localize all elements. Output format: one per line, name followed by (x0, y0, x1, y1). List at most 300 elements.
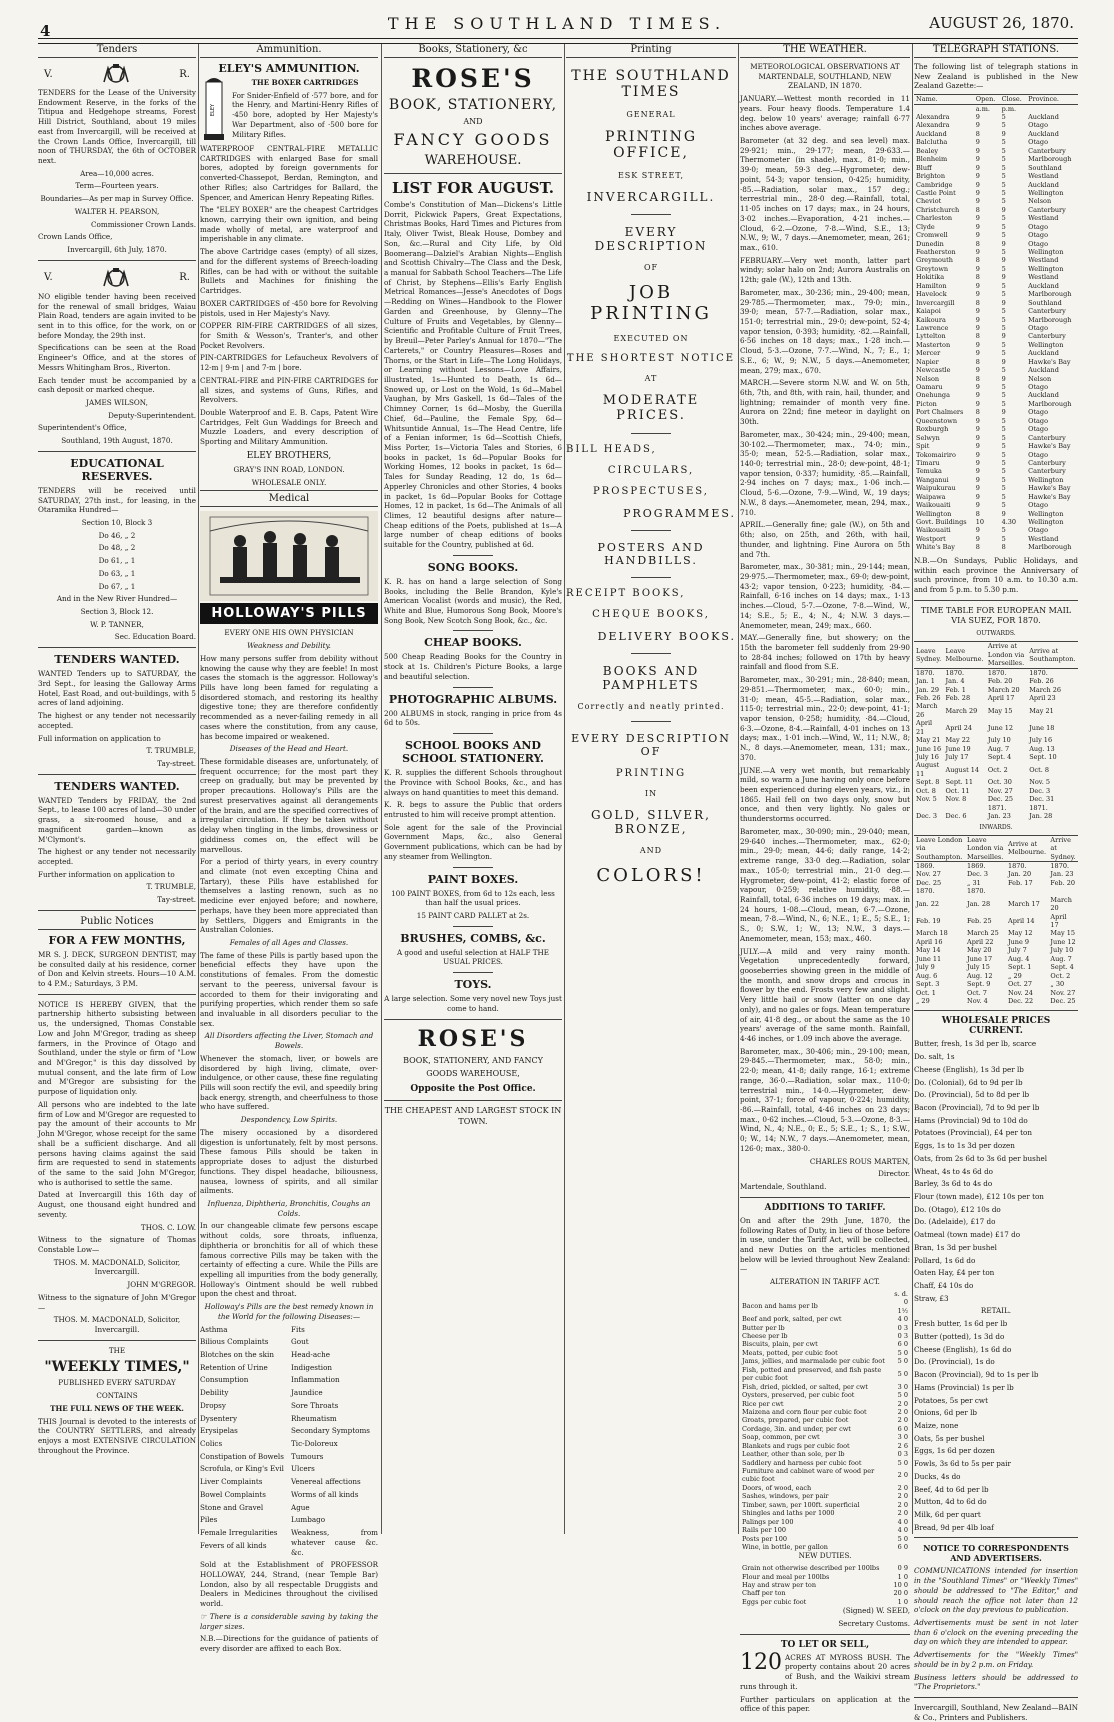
disease-item: Venereal affections (291, 1477, 361, 1487)
table-cell: Jan. 28 (1029, 812, 1053, 821)
table-cell: Dec. 31 (1029, 795, 1055, 804)
table-cell: Feb. 25 (967, 916, 992, 925)
sold-text: Sold at the Establishment of PROFESSOR HOLLOWAY, 244, Strand, (near Temple Bar) London, also by all respectable Druggists and Dealers in Medicines throughout the civilised world. (200, 1560, 378, 1609)
subhead: Holloway's Pills are the best remedy known in the World for the following Diseases:— (204, 1302, 374, 1321)
table-cell: Posts per 100 (742, 1534, 787, 1543)
tender-text: Further information on application to (38, 869, 175, 879)
table-cell: Southland (1028, 163, 1062, 172)
table-cell: 9 (975, 197, 980, 206)
table-cell: Port Chalmers (916, 408, 964, 417)
ad-heading: TO LET OR SELL, (780, 1639, 870, 1650)
table-cell: 1869. (967, 861, 986, 870)
nb-text: N.B.—Directions for the guidance of patients of every disorder are affixed to each Box. (200, 1634, 378, 1653)
table-cell: Feb. 1 (945, 685, 966, 694)
table-row (914, 451, 1078, 459)
table-cell: July 16 (916, 753, 939, 762)
table-cell: 4 0 (897, 1526, 908, 1535)
printing-line: EVERY DESCRIPTION (594, 225, 708, 253)
weekly-title: "WEEKLY TIMES," (44, 1359, 190, 1376)
table-cell: 5 (1001, 442, 1006, 451)
table-cell: 2 0 (897, 1399, 908, 1408)
table-cell: Waikouaiti (916, 501, 951, 510)
table-cell: 5 (1001, 467, 1006, 476)
table-header-row (914, 642, 1078, 668)
table-cell: May 21 (916, 736, 941, 745)
table-cell: 3 0 (897, 1382, 908, 1391)
table-row (914, 946, 1078, 954)
boxer-450-text: BOXER CARTRIDGES of ·450 bore for Revolving pistols, used in Her Majesty's Navy. (200, 298, 378, 318)
table-cell: 9 (975, 155, 980, 164)
table-row (914, 324, 1078, 332)
table-cell: Biscuits, plain, per cwt (742, 1340, 818, 1349)
table-cell: Timber, sawn, per 100ft. superficial (742, 1500, 860, 1509)
engraving-illustration (200, 511, 378, 601)
inwards-table (914, 835, 1078, 1006)
body-text: For a period of thirty years, in every country and climate (not even excepting China and Tartary), these Pills have established for themselves a lasting renown, such as no medicine ever enjoyed before; and nowhere, perhaps, have they been more appreciated than by Settlers, Diggers and Emigrants in the Australian Colonies. (200, 857, 378, 935)
table-cell: 9 (975, 315, 980, 324)
table-cell: 9 (975, 323, 980, 332)
table-cell: Sept. 11 (945, 778, 973, 787)
tender-text: WANTED Tenders up to SATURDAY, the 3rd Sept., for leasing the Galloway Arms Hotel, East Road, and out-buildings, with 5 acres of land adjoining. (38, 669, 196, 708)
table-cell: 9 (975, 188, 980, 197)
printing-line: CIRCULARS, (607, 465, 695, 476)
table-cell: 1870. (945, 668, 965, 677)
table-cell: 5 (1001, 425, 1006, 434)
printing-line: THE SHORTEST NOTICE (566, 353, 736, 364)
table-row (914, 147, 1078, 155)
bridge-tender: NO eligible tender having been received for the renewal of small bridges, Waiau Plain Road, tenders are again invited to be sent in to this office, for the work, on or before Monday, the 29th inst. (38, 291, 196, 340)
table-cell: Hawke's Bay (1028, 492, 1071, 501)
table-cell: 5 0 (897, 1534, 908, 1543)
table-cell: 9 (975, 248, 980, 257)
table-cell: Spit (916, 442, 930, 451)
table-cell: 10 0 (893, 1580, 908, 1589)
weather-month: JANUARY.—Wettest month recorded in 11 years. Four heavy floods. Temperature 1.4 deg. below 10 years' average; rainfall 6·77 inches above average. (740, 94, 910, 133)
printing-line: OF (643, 263, 659, 272)
table-cell: 2 0 (897, 1500, 908, 1509)
table-cell: May 12 (1008, 929, 1033, 938)
table-cell: Nov. 27 (987, 786, 1013, 795)
table-cell: 8 (975, 332, 980, 341)
table-row (914, 938, 1078, 946)
body-text: A large selection. Some very novel new Toys just come to hand. (384, 994, 562, 1013)
page-number: 4 (40, 22, 51, 40)
ad-heading: CHEAP BOOKS. (424, 636, 522, 650)
table-cell: 9 (975, 138, 980, 147)
table-cell: Jan. 23 (1050, 870, 1074, 879)
price-item: Barley, 3s 6d to 4s do (914, 1179, 993, 1189)
table-cell: Feb. 20 (987, 677, 1013, 686)
tariff-table (740, 1290, 910, 1552)
printing-line: GOLD, SILVER, BRONZE, (591, 808, 711, 836)
table-row (914, 518, 1078, 526)
office-date: Southland, 19th August, 1870. (61, 436, 173, 446)
table-cell: Aug. 6 (916, 971, 938, 980)
table-row (914, 484, 1078, 492)
table-cell: Jan. 20 (1008, 870, 1032, 879)
table-cell: April 22 (967, 937, 994, 946)
table-cell: Oct. 27 (1008, 980, 1033, 989)
table-cell: 9 (975, 475, 980, 484)
table-cell: April 14 (1008, 916, 1035, 925)
table-cell: 0 3 (897, 1450, 908, 1459)
price-item: Butter, fresh, 1s 3d per lb, scarce (914, 1039, 1037, 1049)
table-cell: 9 (1001, 205, 1006, 214)
section-header: Books, Stationery, &c (384, 44, 562, 58)
new-duties-table (740, 1564, 910, 1606)
to-let-text (740, 1649, 910, 1692)
inwards-heading: INWARDS. (979, 823, 1013, 831)
table-row (740, 1290, 910, 1298)
roses-sub: BOOK, STATIONERY, AND FANCY (403, 1055, 543, 1065)
table-cell: 5 (1001, 138, 1006, 147)
central-text: CENTRAL-FIRE and PIN-FIRE CARTRIDGES for all sizes, and systems of Guns, Rifles, and Revolvers. (200, 375, 378, 405)
price-item: Oaten Hay, £4 per ton (914, 1268, 995, 1278)
table-row (914, 963, 1078, 971)
table-cell: 5 (1001, 433, 1006, 442)
table-cell: 5 0 (897, 1391, 908, 1400)
table-cell: 9 (975, 416, 980, 425)
table-row (914, 812, 1078, 820)
table-cell: Bealey (916, 146, 939, 155)
roses-title: ROSE'S (411, 64, 535, 93)
table-cell: July 10 (987, 736, 1011, 745)
correspondents-text: Business letters should be addressed to "The Proprietors." (914, 1672, 1078, 1692)
table-cell: „ 30 (1050, 980, 1065, 989)
table-cell: Nov. 24 (1008, 988, 1033, 997)
table-cell: Sept. 9 (967, 980, 991, 989)
table-cell: March 29 (945, 706, 978, 715)
table-cell (914, 104, 974, 113)
table-cell: 9 (975, 526, 980, 535)
ad-heading: WHOLESALE PRICES CURRENT. (941, 1016, 1051, 1037)
table-cell: Hay and straw per ton (742, 1580, 817, 1589)
table-cell: May 20 (967, 946, 992, 955)
table-row (914, 442, 1078, 450)
table-row (914, 510, 1078, 518)
table-cell: Dec. 3 (916, 812, 937, 821)
table-cell: Dec. 25 (1050, 996, 1076, 1005)
table-cell: 8 (975, 129, 980, 138)
printing-line: INVERCARGILL. (586, 190, 716, 204)
table-header-row (914, 861, 1078, 870)
table-cell: June 12 (1050, 937, 1076, 946)
table-cell: Furniture and cabinet ware of wood per cubic foot (742, 1467, 875, 1484)
table-cell: Cheviot (916, 197, 942, 206)
table-row (914, 248, 1078, 256)
table-cell: Wellington (916, 509, 952, 518)
table-cell: Otago (1028, 450, 1048, 459)
table-cell: 5 (1001, 366, 1006, 375)
table-cell: Waipawa (916, 492, 946, 501)
signer-name: T. TRUMBLE, (146, 882, 196, 892)
table-cell: Sept. 8 (916, 778, 940, 787)
table-row (914, 256, 1078, 264)
table-cell: 9 (1001, 332, 1006, 341)
table-cell: Feb. 17 (1008, 878, 1033, 887)
table-cell: 9 (975, 121, 980, 130)
table-cell: Groats, prepared, per cubic foot (742, 1416, 849, 1425)
disease-item: Worms of all kinds (291, 1489, 359, 1499)
table-cell: 0 3 (897, 1332, 908, 1340)
table-cell: 5 (1001, 383, 1006, 392)
table-cell: Jan. 1 (916, 677, 935, 686)
table-cell: Sept. 3 (916, 980, 940, 989)
table-row (914, 677, 1078, 685)
tender-text: The highest or any tender not necessarily accepted. (38, 711, 196, 730)
section-line: Do 61, „ 1 (98, 556, 136, 566)
subhead: Despondency, Low Spirits. (240, 1115, 338, 1125)
ad-heading: FOR A FEW MONTHS, (48, 933, 186, 947)
tariff-subhead: NEW DUTIES. (798, 1551, 852, 1561)
bridge-deposit: Each tender must be accompanied by a cash deposit or marked cheque. (38, 375, 196, 395)
table-cell: Mercer (916, 349, 941, 358)
table-cell: 1870. (967, 887, 986, 896)
correspondents-text: COMMUNICATIONS intended for insertion in the "Southland Times" or "Weekly Times" should be addressed to "The Editor," and should reach the office not later than 12 o'clock on the day previous to publication. (914, 1566, 1078, 1615)
table-row (740, 1366, 910, 1383)
table-cell: Canterbury (1028, 146, 1066, 155)
table-cell: 5 (1001, 391, 1006, 400)
table-row (914, 366, 1078, 374)
printing-line: GENERAL (626, 110, 676, 119)
table-row (914, 189, 1078, 197)
price-item: Mutton, 4d to 6d do (914, 1497, 987, 1507)
table-cell: April 16 (916, 937, 943, 946)
table-cell (1026, 104, 1078, 113)
table-cell: Palings per 100 (742, 1517, 794, 1526)
table-row (914, 197, 1078, 205)
edu-text: TENDERS will be received until SATURDAY, 27th inst., for leasing, in the Otaramika Hundred— (38, 485, 196, 515)
printing-colors: COLORS! (596, 865, 706, 886)
table-cell: Dunedin (916, 239, 944, 248)
svg-text:ELEY: ELEY (210, 103, 216, 117)
table-cell: 0 3 (897, 1323, 908, 1332)
table-row (740, 1298, 910, 1315)
printing-line: Correctly and neatly printed. (577, 702, 725, 711)
table-cell: Soap, common, per cwt (742, 1433, 820, 1442)
table-row (914, 493, 1078, 501)
fancy-goods: FANCY GOODS (393, 130, 553, 149)
weather-data: Barometer, max., 30·291; min., 28·840; mean, 29·851.—Thermometer, max., 60·0; min., 31·0; mean, 45·5.—Radiation, solar max., 115·0; terrestrial min., 22·0; dew-point, 41·1; vapor tension, 0·258; humidity, ·84.—Cloud, 6·3.—Ozone, 8·4.—Rainfall, 4·01 inches on 13 days; max., 1·01 inch.—Wind, W., 11; N.W., 8; N., 8 days.—Anemometer, mean, 131; max., 370. (740, 675, 910, 762)
body-text: A good and useful selection at HALF THE USUAL PRICES. (396, 947, 550, 967)
table-cell: Shingles and laths per 1000 (742, 1509, 835, 1518)
table-cell: Canterbury (1028, 458, 1066, 467)
table-cell: July 7 (1008, 946, 1027, 955)
saving-text (200, 1612, 378, 1631)
table-row (914, 501, 1078, 509)
table-row (914, 425, 1078, 433)
tender-text: Full information on application to (38, 733, 161, 743)
table-row (914, 535, 1078, 543)
table-cell: 10 (975, 518, 985, 527)
column-header: Arrive at London via Marseilles. (986, 642, 1027, 668)
table-row (914, 358, 1078, 366)
every-one-physician: EVERY ONE HIS OWN PHYSICIAN (224, 628, 354, 638)
holloways-pills-banner: HOLLOWAY'S PILLS (200, 603, 378, 624)
table-row (740, 1526, 910, 1534)
table-cell: Oct. 2 (987, 765, 1008, 774)
table-cell: 5 (1001, 113, 1006, 122)
table-header-row (914, 668, 1078, 677)
table-cell: Otago (1028, 138, 1048, 147)
table-cell: 5 (1001, 214, 1006, 223)
table-cell: 4.30 (1001, 518, 1017, 527)
table-row (740, 1357, 910, 1365)
table-row (914, 745, 1078, 753)
table-header-row (914, 104, 1078, 113)
boxer-heading: THE BOXER CARTRIDGES (251, 78, 359, 87)
table-row (914, 761, 1078, 778)
body-text: How many persons suffer from debility without knowing the cause why they are feeble! In most cases the stomach is the aggressor. Holloway's Pills have long been famed for regulating a disordered stomach, and restoring its healthy digestive tone; they are therefore confidently recommended as a never-failing remedy in all cases where the constitution, from any cause, has become impaired or weakened. (200, 653, 378, 741)
dentist-notice: MR S. J. DECK, SURGEON DENTIST, may be consulted daily at his residence, corner of Don and Kelvin streets. Hours—10 A.M. to 4 P.M.; Saturdays, 3 P.M. (38, 949, 196, 988)
table-cell: 5 (1001, 534, 1006, 543)
royal-crest (44, 266, 190, 290)
column-header: Name. (914, 95, 974, 104)
table-cell: Canterbury (1028, 205, 1066, 214)
printing-line: IN (644, 789, 658, 798)
table-cell: Feb. 26 (1029, 677, 1054, 686)
table-cell: June 11 (916, 954, 942, 963)
to-let-body: ACRES AT MYROSS BUSH. The property contains about 20 acres of Bush, and the Waikivi stream runs through it. (740, 1652, 910, 1691)
weather-month: MAY.—Generally fine, but showery; on the 15th the barometer fell suddenly from 29·90 to 28·84 inches; followed on 17th by heavy rainfall and flood from S.E. (740, 633, 910, 672)
table-cell: 8 (975, 273, 980, 282)
table-cell: Cromwell (916, 231, 948, 240)
issue-date: AUGUST 26, 1870. (929, 14, 1074, 32)
table-cell: 5 0 (897, 1369, 908, 1378)
eley-brothers: ELEY BROTHERS, (246, 450, 332, 461)
table-cell: Dec. 3 (1029, 786, 1051, 795)
body-text: 100 PAINT BOXES, from 6d to 12s each, less than half the usual prices. (391, 888, 555, 908)
telegraph-table (914, 94, 1078, 552)
table-row (740, 1509, 910, 1517)
weather-month: MARCH.—Severe storm N.W. and W. on 5th, 6th, 7th, and 8th, with rain, hail, thunder, and lightning; remainder of month very fine. Aurora on 22nd; fine meteor in daylight on 30th. (740, 378, 910, 427)
telegraph-nb: N.B.—On Sundays, Public Holidays, and within each province the Anniversary of such province, from 10 a.m. to 10.30 a.m. and from 5 p.m. to 5.30 p.m. (914, 555, 1078, 594)
column-header: Leave London via Marseilles. (965, 835, 1006, 861)
table-row (914, 870, 1078, 878)
table-row (914, 459, 1078, 467)
column-divider (912, 44, 913, 1534)
ad-heading: BRUSHES, COMBS, &c. (400, 931, 546, 945)
table-cell: Otago (1028, 416, 1048, 425)
signer-title: Deputy-Superintendent. (108, 410, 196, 420)
table-cell: Hokitika (916, 273, 945, 282)
table-cell: 9 (975, 458, 980, 467)
disease-item: Head-ache (291, 1350, 331, 1360)
table-cell: 1870. (1050, 861, 1070, 870)
column-header: Open. (974, 95, 1000, 104)
table-cell: June 19 (945, 744, 971, 753)
table-row (914, 164, 1078, 172)
column-header: Leave Sydney. (914, 642, 944, 668)
table-cell: 9 (1001, 408, 1006, 417)
disease-item: Asthma (200, 1324, 228, 1334)
diseases-list (200, 1325, 378, 1561)
table-row (914, 307, 1078, 315)
table-cell: Otago (1028, 121, 1048, 130)
table-cell: Nov. 5 (1029, 778, 1050, 787)
table-cell: Rice per cwt (742, 1399, 784, 1408)
table-cell: Wanganui (916, 475, 949, 484)
correspondents-text: Advertisements for the "Weekly Times" should be in by 2 p.m. on Friday. (914, 1650, 1078, 1669)
table-row (914, 316, 1078, 324)
table-cell (914, 804, 944, 812)
roses-sub: GOODS WAREHOUSE, (426, 1069, 520, 1079)
table-cell: Marlborough (1028, 290, 1072, 299)
signer-title: Commissioner Crown Lands. (91, 219, 196, 229)
table-row (740, 1425, 910, 1433)
table-row (914, 282, 1078, 290)
table-cell: Wellington (1028, 518, 1064, 527)
column-tenders (38, 44, 196, 1534)
waterproof-text: WATERPROOF CENTRAL-FIRE METALLIC CARTRIDGES with enlarged Base for small bores, adopted by foreign governments for converted-Chassepot, Berdan, Remington, and other Rifles; also Cartridges for Ballard, the Spencer, and American Henry Repeating Rifles. (200, 144, 378, 202)
table-row (740, 1581, 910, 1589)
table-cell: 8 (975, 374, 980, 383)
ad-heading: EDUCATIONAL RESERVES. (70, 456, 164, 483)
table-cell: Temuka (916, 467, 942, 476)
section-header: THE WEATHER. (740, 44, 910, 58)
table-cell (1006, 887, 1048, 895)
table-cell: 5 (1001, 121, 1006, 130)
disease-item: Gout (291, 1337, 309, 1347)
table-cell: Fish, potted and preserved, and fish paste per cubic foot (742, 1365, 882, 1383)
table-cell: Beef and pork, salted, per cwt (742, 1315, 842, 1324)
table-cell: 5 (1001, 172, 1006, 181)
price-item: Cheese (English), 1s 6d do (914, 1344, 1012, 1354)
price-item: Wheat, 4s to 4s 6d do (914, 1166, 993, 1176)
table-cell: 5 (1001, 349, 1006, 358)
table-cell: White's Bay (916, 543, 955, 552)
outwards-table (914, 641, 1078, 820)
weather-data: Barometer, max., 30·381; min., 29·144; mean, 29·975.—Thermometer, max., 69·0; dew-point, 43·2; vapor tension, 0·223; humidity, ·84.—Rainfall, 6·16 inches on 14 days; max., 1·13 inches.—Cloud, 5·7.—Ozone, 7·8.—Wind, W., 14; S.E., 5; E., 4; N., 4; N.W. 3 days.—Anemometer, mean, 249; max., 660. (740, 562, 910, 630)
table-cell: Cambridge (916, 180, 953, 189)
weather-data: Barometer, max., 30·236; min., 29·400; mean, 29·785.—Thermometer, max., 79·0; min., 39·0; mean, 57·7.—Radiation, solar max., 151·0; terrestrial min., 29·0; dew-point, 52·4; vapor tension, 0·393; humidity, ·82.—Rainfall, 6·56 inches on 18 days; max., 1·28 inch.—Cloud, 5·3.—Ozone, 7·7.—Wind, N., 7; E., 1; S.E., 6; W., 9; N.W., 5 days.—Anemometer, mean, 279; max., 670. (740, 287, 910, 375)
column-header: Arrive at Sydney. (1048, 835, 1078, 861)
table-row (740, 1349, 910, 1357)
table-cell: Aug. 7 (1050, 954, 1072, 963)
printing-line: CHEQUE BOOKS, (592, 609, 710, 620)
wholesale-only: WHOLESALE ONLY. (251, 477, 327, 487)
table-cell: Auckland (1028, 113, 1059, 122)
cases-text: The above Cartridge cases (empty) of all sizes, and for the different systems of Breech-loading Rifles, can be had with or without the suitable Bullets and Machines for finishing the Cartridges. (200, 247, 378, 296)
table-row (914, 290, 1078, 298)
table-row (914, 896, 1078, 913)
disease-item: Bilious Complaints (200, 1337, 269, 1347)
column-divider (381, 44, 382, 1534)
table-row (740, 1324, 910, 1332)
signer-name: T. TRUMBLE, (146, 746, 196, 756)
weather-month: APRIL.—Generally fine; gale (W.), on 5th and 6th; also, on 25th, and 26th, with hail, thunder, and lightning. Fine Aurora on 5th and 7th. (740, 520, 910, 559)
table-cell: Govt. Buildings (916, 518, 967, 527)
table-cell: March 18 (916, 929, 948, 938)
price-item: Hams (Provincial) 9d to 10d do (914, 1115, 1028, 1125)
table-cell: Alexandra (916, 121, 950, 130)
column-ammunition (200, 44, 378, 1653)
price-item: Ducks, 4s do (914, 1471, 961, 1481)
disease-item: Colics (200, 1439, 223, 1449)
table-cell: Sept. 4 (1050, 963, 1074, 972)
table-row (914, 383, 1078, 391)
table-cell: Marlborough (1028, 399, 1072, 408)
disease-item: Lumbago (291, 1515, 326, 1525)
table-cell: Kaiapoi (916, 307, 941, 316)
ad-heading: TENDERS WANTED. (54, 653, 180, 667)
price-item: Flour (town made), £12 10s per ton (914, 1192, 1044, 1201)
table-cell: Nelson (1028, 197, 1052, 206)
table-cell: May 15 (987, 706, 1013, 715)
table-cell: 9 (975, 450, 980, 459)
table-cell: Aug. 7 (987, 744, 1010, 753)
table-cell: „ 31 (967, 878, 981, 887)
